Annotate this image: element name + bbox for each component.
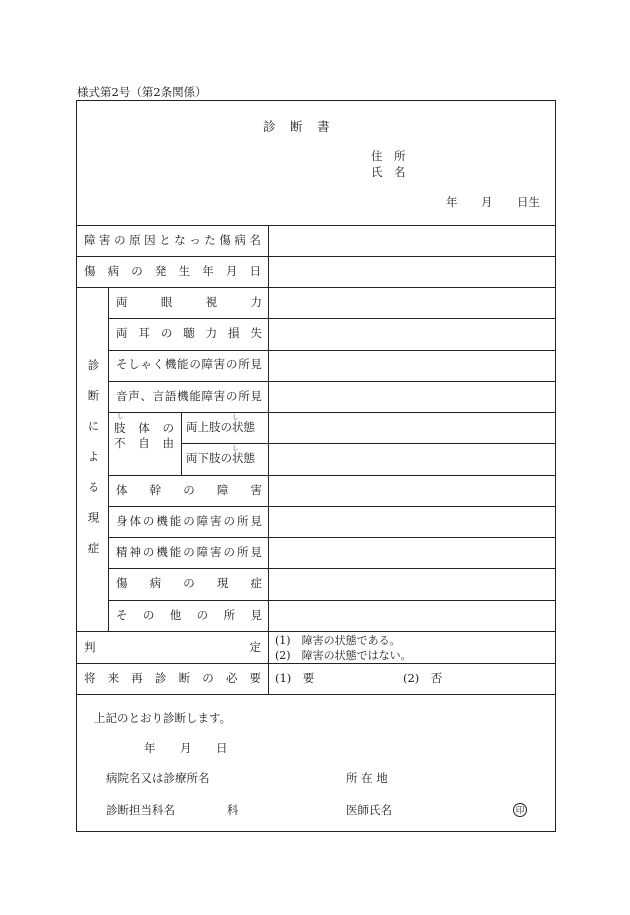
divider [268,225,269,694]
certification-statement: 上記のとおり診断します。 [94,711,232,725]
injury-state-label: 傷 病 の 現 症 [116,576,262,590]
hearing-label: 両 耳 の 聴 力 損 失 [116,326,262,340]
reexam-label: 将 来 再 診 断 の 必 要 [84,671,261,685]
divider [108,568,555,569]
divider [108,350,555,351]
divider [77,225,555,226]
divider [108,475,555,476]
divider [77,663,555,664]
divider [77,256,555,257]
hospital-name-label: 病院名又は診療所名 [106,771,210,785]
doctor-name-label: 医師氏名 [346,803,392,817]
onset-date-label: 傷 病 の 発 生 年 月 日 [84,264,261,278]
limb-ruby: し [117,412,124,420]
birth-year: 年 [446,195,458,209]
address-label: 住 所 [371,149,406,163]
divider [108,318,555,319]
chewing-label: そ し ゃ く 機 能 の 障 害 の 所 見 [116,357,262,371]
lower-limb-label: 両下肢の状態 [186,451,255,465]
form-title: 診 断 書 [263,119,331,134]
divider [108,537,555,538]
date-month: 月 [180,741,192,755]
other-findings-label: そ の 他 の 所 見 [116,608,262,622]
upper-limb-label: 両上肢の状態 [186,420,255,434]
birth-day: 日生 [517,195,540,209]
judgment-option-2: (2) 障害の状態ではない。 [275,649,412,662]
judgment-label: 判 定 [84,640,261,654]
divider [77,287,555,288]
seal-icon: 印 [513,803,527,817]
birth-month: 月 [481,195,493,209]
mental-label: 精 神 の 機 能 の 障 害 の 所 見 [116,545,262,559]
judgment-option-1: (1) 障害の状態である。 [275,634,401,647]
divider [108,412,555,413]
location-label: 所 在 地 [346,771,388,785]
reexam-option-required: (1) 要 [275,671,315,685]
department-label: 診断担当科名 [106,803,175,817]
upper-limb-ruby: し [232,413,239,421]
limb-group-label-2: 不 自 由 [114,436,174,450]
divider [77,694,555,695]
department-suffix: 科 [227,803,239,817]
form-number-label: 様式第2号（第2条関係） [77,85,207,99]
divider [108,600,555,601]
divider [108,506,555,507]
reexam-option-not-required: (2) 否 [403,671,443,685]
divider [108,287,109,631]
limb-group-label-1: 肢 体 の [114,421,174,435]
current-condition-vertical-label: 診断による現症 [86,359,101,573]
divider [77,631,555,632]
name-label: 氏 名 [371,165,406,179]
lower-limb-ruby: し [232,444,239,452]
certificate-form [76,100,556,832]
date-day: 日 [216,741,228,755]
vision-label: 両 眼 視 力 [116,295,262,309]
body-function-label: 身 体 の 機 能 の 障 害 の 所 見 [116,514,262,528]
divider [108,381,555,382]
speech-label: 音 声 、 言 語 機 能 障 害 の 所 見 [116,389,262,403]
cause-label: 障 害 の 原 因 と な っ た 傷 病 名 [84,233,261,247]
trunk-label: 体 幹 の 障 害 [116,483,262,497]
divider [181,412,182,475]
date-year: 年 [144,741,156,755]
